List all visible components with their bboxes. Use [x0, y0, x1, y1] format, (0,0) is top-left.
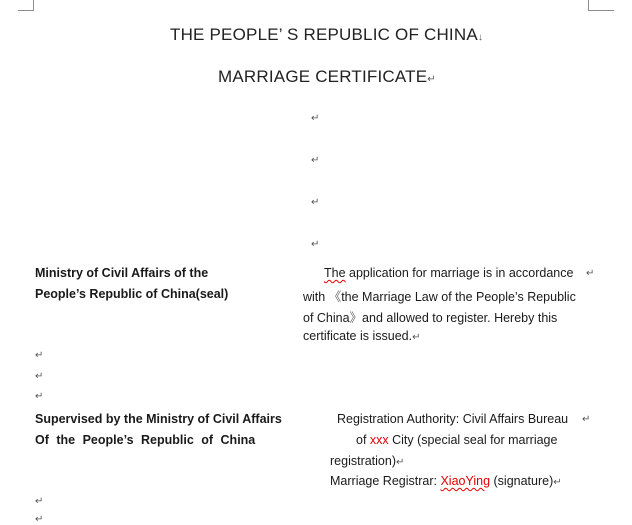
- registrar-signature-note: (signature): [490, 474, 554, 488]
- paragraph-mark: ↵: [35, 371, 44, 382]
- paragraph-mark: ↵: [311, 239, 320, 250]
- authority-line-2-post: City (special seal for marriage: [388, 433, 558, 447]
- title-line-1: [170, 25, 483, 45]
- certificate-statement-line-1: [324, 266, 573, 280]
- supervisor-line-2: Of the People’s Republic of China: [35, 433, 256, 447]
- paragraph-mark: ↵: [35, 514, 44, 525]
- paragraph-mark: ↵: [311, 155, 320, 166]
- crop-mark-left-vertical: [33, 0, 34, 10]
- city-placeholder: xxx: [369, 433, 389, 447]
- title-text-2: MARRIAGE CERTIFICATE: [218, 67, 428, 86]
- certificate-statement-line-4: [303, 329, 420, 343]
- registration-authority-line-3: [330, 454, 404, 468]
- paragraph-mark: ↵: [35, 350, 44, 361]
- paragraph-mark: ↵: [35, 391, 44, 402]
- paragraph-mark: ↵: [412, 332, 421, 343]
- certificate-statement-line-2: with 《the Marriage Law of the People’s Republic: [303, 290, 576, 304]
- paragraph-mark: ↵: [35, 496, 44, 507]
- paragraph-mark: ↵: [311, 197, 320, 208]
- crop-mark-left-horizontal: [18, 10, 34, 11]
- title-text-1: THE PEOPLE’ S REPUBLIC OF CHINA: [170, 25, 478, 44]
- paragraph-mark: ↵: [427, 74, 436, 85]
- statement-line-4-text: certificate is issued.: [303, 329, 413, 343]
- paragraph-mark: ↵: [553, 477, 562, 488]
- seal-authority-line-2: People’s Republic of China(seal): [35, 287, 229, 301]
- statement-first-word: The: [324, 266, 346, 280]
- registrar-name: XiaoYing: [440, 474, 491, 488]
- paragraph-mark: ↵: [396, 457, 405, 468]
- statement-line-1-rest: application for marriage is in accordance: [345, 266, 574, 280]
- title-line-2: [218, 67, 436, 87]
- supervisor-line-1: Supervised by the Ministry of Civil Affairs: [35, 412, 282, 426]
- registration-authority-line-1: Registration Authority: Civil Affairs Bureau: [337, 412, 569, 426]
- paragraph-mark: ↵: [311, 113, 320, 124]
- seal-authority-line-1: Ministry of Civil Affairs of the: [35, 266, 209, 280]
- authority-line-2-pre: of: [356, 433, 370, 447]
- registrar-label: Marriage Registrar:: [330, 474, 441, 488]
- line-break-mark: ↓: [477, 32, 484, 43]
- crop-mark-right-horizontal: [588, 10, 614, 11]
- paragraph-mark: ↵: [582, 414, 591, 425]
- certificate-statement-line-3: of China》and allowed to register. Hereby this: [303, 311, 558, 325]
- crop-mark-right-vertical: [588, 0, 589, 10]
- paragraph-mark: ↵: [586, 268, 595, 279]
- registration-authority-line-2: [356, 433, 557, 447]
- authority-line-3-text: registration): [330, 454, 396, 468]
- registrar-line: [330, 474, 562, 488]
